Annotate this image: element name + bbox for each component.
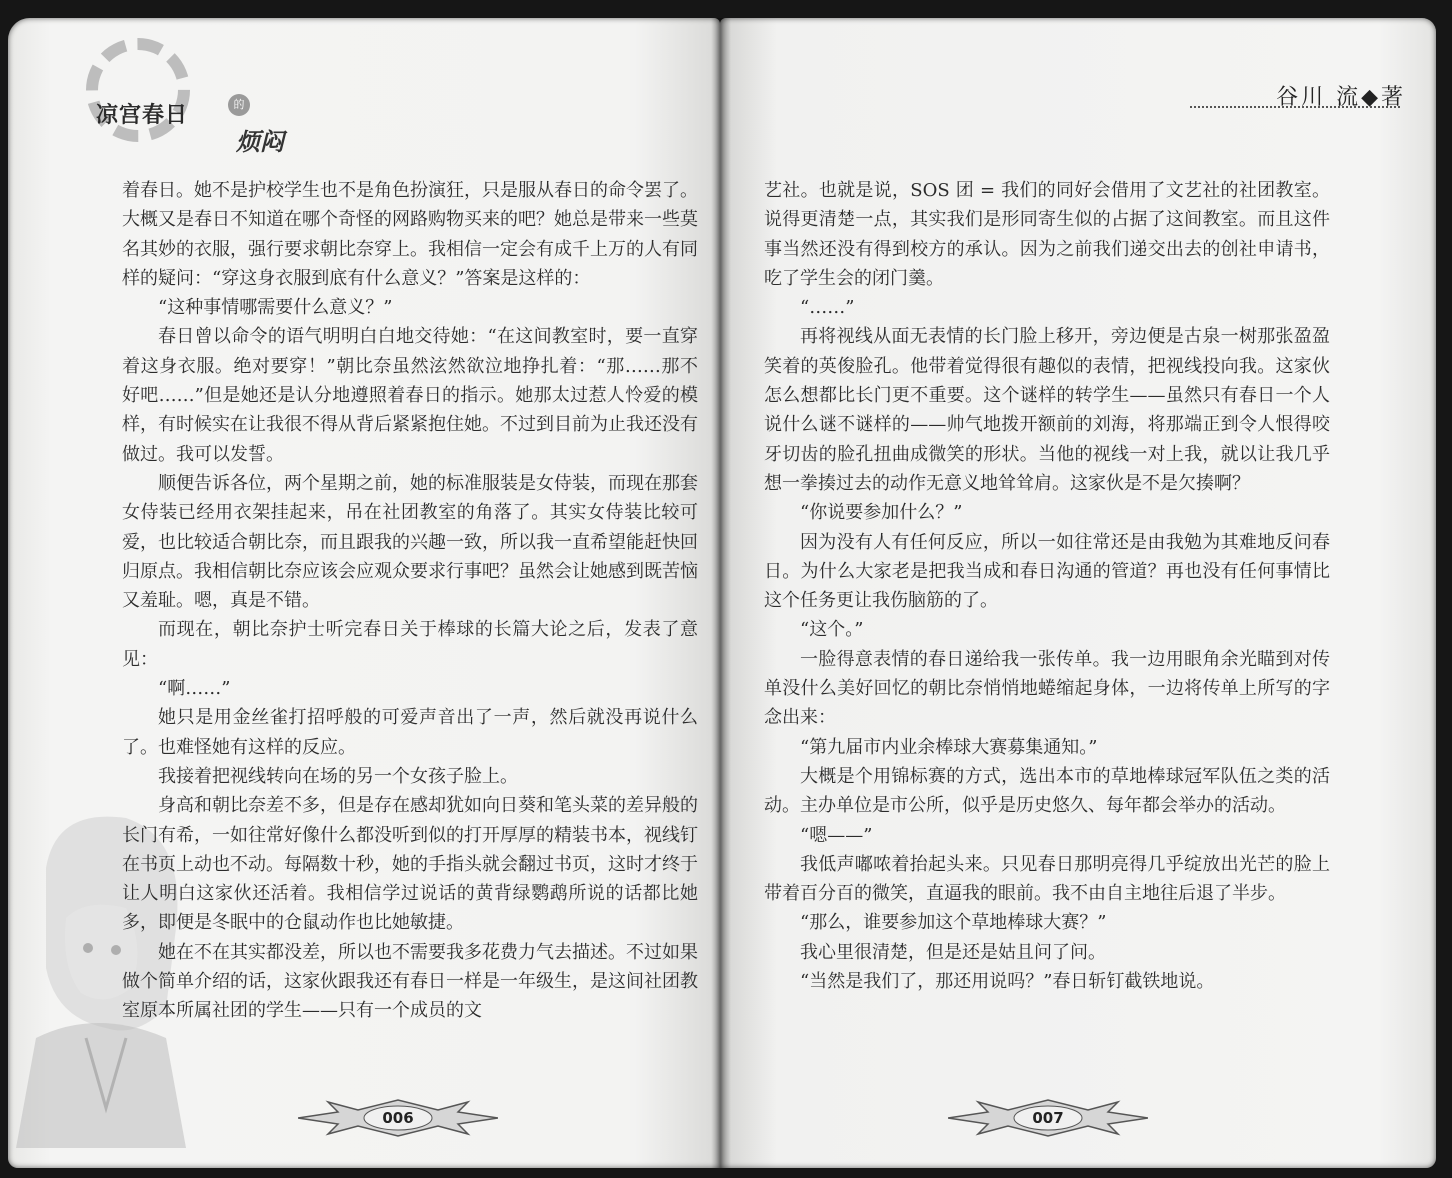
series-de-badge: 的 <box>228 94 250 116</box>
page-number: 007 <box>1032 1109 1064 1127</box>
paragraph: 她只是用金丝雀打招呼般的可爱声音出了一声，然后就没再说什么了。也难怪她有这样的反应。 <box>122 707 698 758</box>
left-page <box>8 18 720 1168</box>
paragraph: 因为没有人有任何反应，所以一如往常还是由我勉为其难地反问春日。为什么大家老是把我当成和春日沟通的管道？再也没有任何事情比这个任务更让我伤脑筋的了。 <box>764 531 1330 612</box>
paragraph: “啊……” <box>158 678 231 700</box>
paragraph: “第九届市内业余棒球大赛募集通知。” <box>800 736 1098 758</box>
paragraph: 而现在，朝比奈护士听完春日关于棒球的长篇大论之后，发表了意见： <box>122 619 698 670</box>
paragraph: 她在不在其实都没差，所以也不需要我多花费力气去描述。不过如果做个简单介绍的话，这家伙跟我还有春日一样是一年级生，是这间社团教室原本所属社团的学生——只有一个成员的文 <box>122 941 698 1022</box>
paragraph: “你说要参加什么？” <box>800 502 963 524</box>
author-rule <box>1190 106 1400 108</box>
series-subtitle: 烦闷 <box>236 127 284 156</box>
paragraph: 着春日。她不是护校学生也不是角色扮演狂，只是服从春日的命令罢了。大概又是春日不知道在哪个奇怪的网路购物买来的吧？她总是带来一些莫名其妙的衣服，强行要求朝比奈穿上。我相信一定会有成千上万的人有同样的疑问：“穿这身衣服到底有什么意义？”答案是这样的： <box>122 180 698 289</box>
paragraph: “……” <box>800 297 855 319</box>
paragraph: 我接着把视线转向在场的另一个女孩子脸上。 <box>158 765 518 787</box>
paragraph: 春日曾以命令的语气明明白白地交待她：“在这间教室时，要一直穿着这身衣服。绝对要穿！”朝比奈虽然泫然欲泣地挣扎着：“那……那不好吧……”但是她还是认分地遵照着春日的指示。她那太过惹人怜爱的模样，有时候实在让我很不得从背后紧紧抱住她。不过到目前为止我还没有做过。我可以发誓。 <box>122 326 698 465</box>
series-title: 凉宫春日 <box>96 103 189 128</box>
paragraph: “那么，谁要参加这个草地棒球大赛？” <box>800 912 1107 934</box>
author-credit: 谷川 流◆著 <box>1276 85 1406 110</box>
book-gutter <box>711 18 731 1168</box>
paragraph: “当然是我们了，那还用说吗？”春日斩钉截铁地说。 <box>800 971 1215 993</box>
paragraph: 我低声嘟哝着抬起头来。只见春日那明亮得几乎绽放出光芒的脸上带着百分百的微笑，直逼我的眼前。我不由自主地往后退了半步。 <box>764 853 1330 905</box>
right-page-number-badge <box>948 1098 1148 1138</box>
paragraph: 一脸得意表情的春日递给我一张传单。我一边用眼角余光瞄到对传单没什么美好回忆的朝比奈悄悄地蜷缩起身体，一边将传单上所写的字念出来： <box>764 648 1330 729</box>
paragraph: 艺社。也就是说，SOS 团 = 我们的同好会借用了文艺社的社团教室。说得更清楚一点，其实我们是形同寄生似的占据了这间教室。而且这件事当然还没有得到校方的承认。因为之前我们递交出去的创社申请书，吃了学生会的闭门羹。 <box>764 180 1330 289</box>
paragraph: 顺便告诉各位，两个星期之前，她的标准服装是女侍装，而现在那套女侍装已经用衣架挂起来，吊在社团教室的角落了。其实女侍装比较可爱，也比较适合朝比奈，而且跟我的兴趣一致，所以我一直希望能赶快回归原点。我相信朝比奈应该会应观众要求行事吧？虽然会让她感到既苦恼又羞耻。嗯，真是不错。 <box>122 472 698 612</box>
paragraph: 我心里很清楚，但是还是姑且问了问。 <box>800 941 1106 963</box>
book-spread <box>8 18 1444 1168</box>
right-page-body <box>764 176 1330 996</box>
paragraph: “嗯——” <box>800 824 873 846</box>
paragraph: 身高和朝比奈差不多，但是存在感却犹如向日葵和笔头菜的差异般的长门有希，一如往常好像什么都没听到似的打开厚厚的精装书本，视线钉在书页上动也不动。每隔数十秒，她的手指头就会翻过书页，这时才终于让人明白这家伙还活着。我相信学过说话的黄背绿鹦鹉所说的话都比她多，即便是冬眠中的仓鼠动作也比她敏捷。 <box>122 795 698 934</box>
left-page-body <box>122 176 698 1026</box>
right-page <box>720 18 1436 1168</box>
series-header <box>48 32 308 156</box>
paragraph: “这种事情哪需要什么意义？” <box>158 297 393 319</box>
paragraph: 大概是个用锦标赛的方式，选出本市的草地棒球冠军队伍之类的活动。主办单位是市公所，似乎是历史悠久、每年都会举办的活动。 <box>764 765 1330 817</box>
page-number: 006 <box>382 1109 414 1127</box>
left-page-number-badge <box>298 1098 498 1138</box>
paragraph: “这个。” <box>800 619 864 641</box>
paragraph: 再将视线从面无表情的长门脸上移开，旁边便是古泉一树那张盈盈笑着的英俊脸孔。他带着觉得很有趣似的表情，把视线投向我。这家伙怎么想都比长门更不重要。这个谜样的转学生——虽然只有春日一个人说什么谜不谜样的——帅气地拨开额前的刘海，将那端正到令人恨得咬牙切齿的脸孔扭曲成微笑的形状。当他的视线一对上我，就以让我几乎想一拳揍过去的动作无意义地耸耸肩。这家伙是不是欠揍啊？ <box>764 326 1330 494</box>
